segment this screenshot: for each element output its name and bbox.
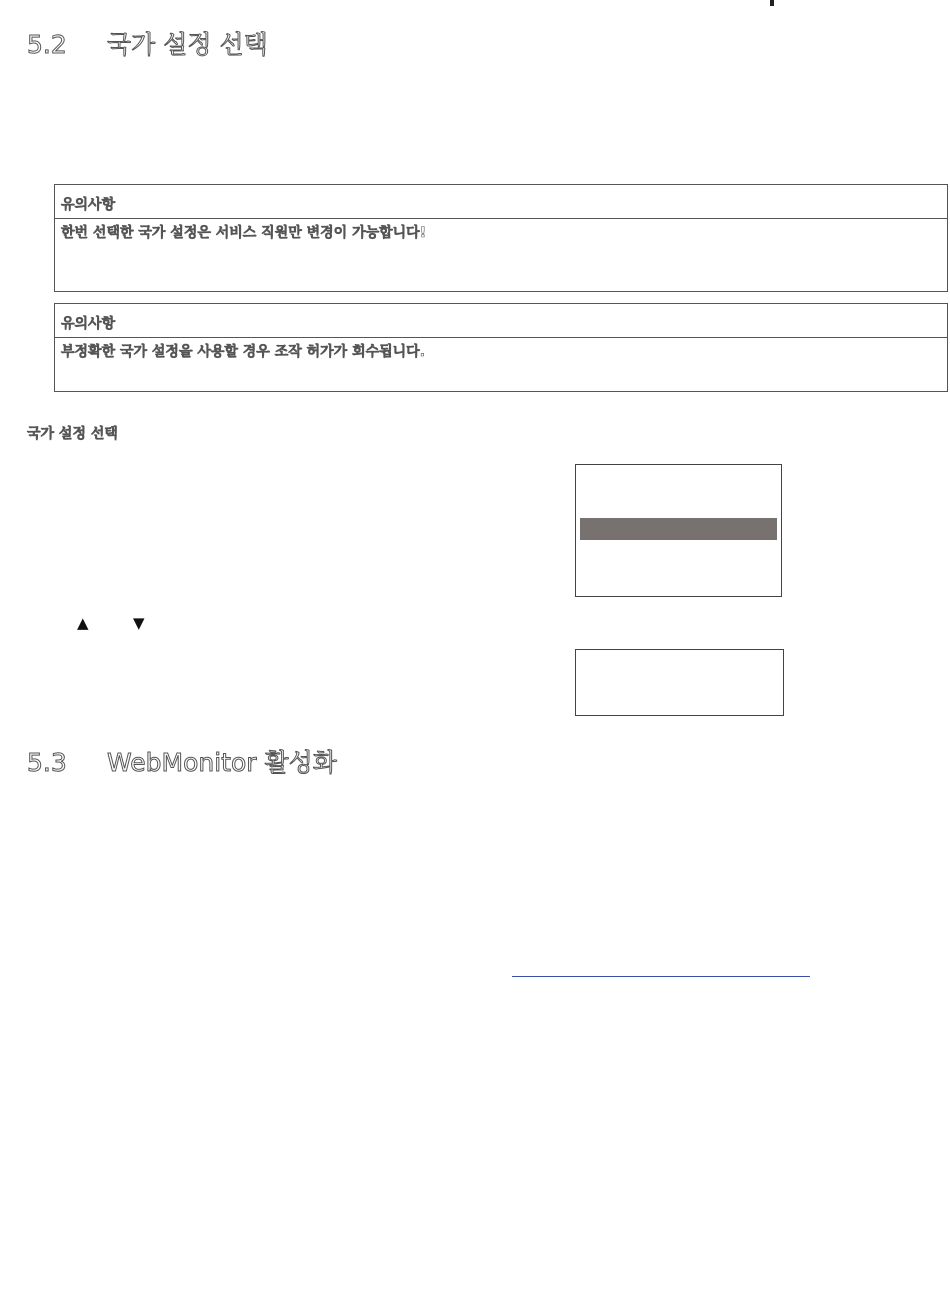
notice-header: 유의사항 (55, 304, 947, 338)
arrow-down-icon: ▼ (133, 614, 145, 632)
confirmation-display (575, 649, 784, 716)
selected-country-highlight (580, 518, 777, 540)
section-heading-5-3 (27, 748, 337, 778)
notice-body: 부정확한 국가 설정을 사용할 경우 조작 허가가 회수됩니다. (61, 344, 426, 360)
notice-body: 한번 선택한 국가 설정은 서비스 직원만 변경이 가능합니다! (61, 225, 427, 241)
notice-header: 유의사항 (55, 185, 947, 219)
section-heading-5-2 (27, 30, 268, 60)
section-number: 5.3 (27, 748, 67, 777)
section-number: 5.2 (27, 30, 67, 59)
section-title: WebMonitor 활성화 (107, 748, 337, 777)
country-setting-caption: 국가 설정 선택 (27, 426, 118, 442)
notice-box (54, 303, 948, 392)
country-list-display (575, 464, 782, 597)
hyperlink-underline[interactable] (512, 976, 810, 977)
section-title: 국가 설정 선택 (107, 30, 268, 59)
notice-box (54, 184, 948, 292)
arrow-up-icon: ▲ (77, 614, 89, 632)
page-top-mark (770, 0, 774, 6)
